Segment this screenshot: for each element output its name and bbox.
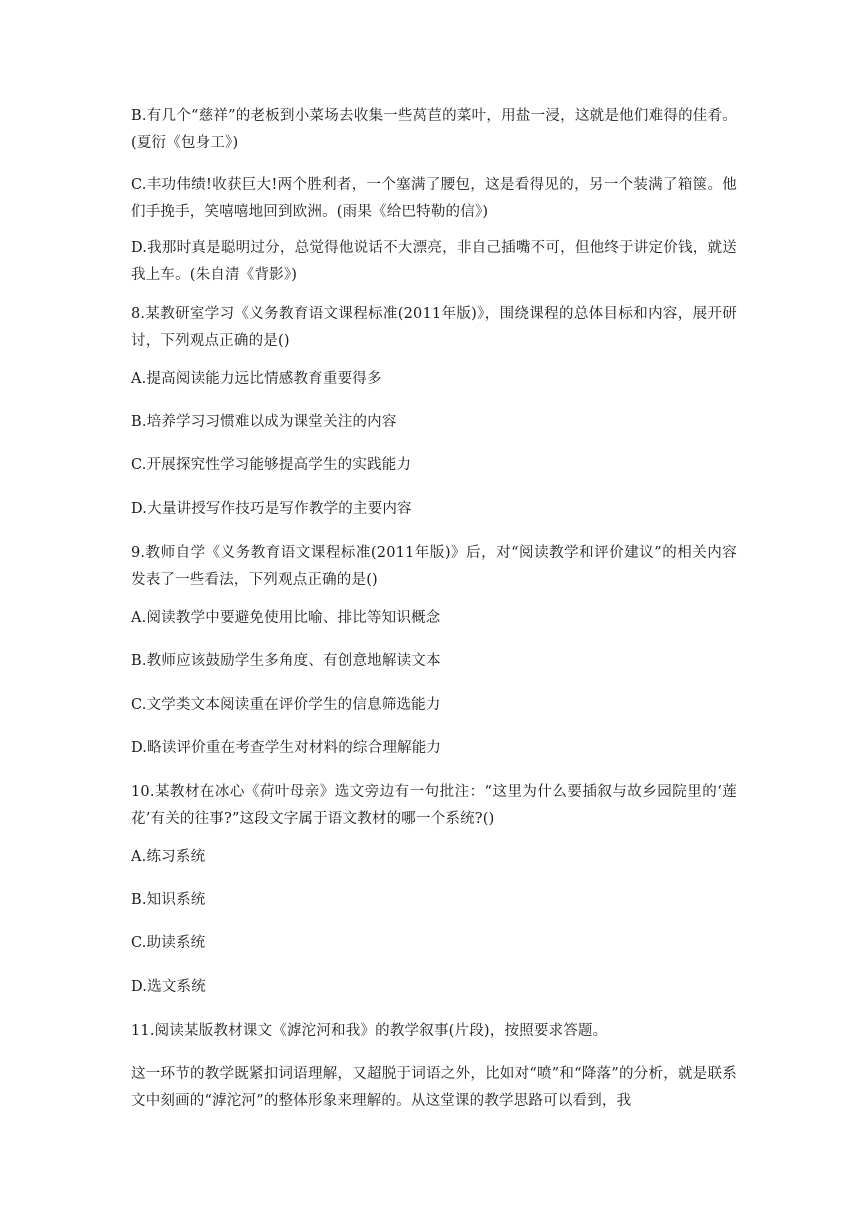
passage-11: 这一环节的教学既紧扣词语理解，又超脱于词语之外，比如对“喷”和“降落”的分析，就是联系文中刻画的“滹沱河”的整体形象来理解的。从这堂课的教学思路可以看到，我 bbox=[131, 1066, 737, 1109]
option-7c: C.丰功伟绩!收获巨大!两个胜利者，一个塞满了腰包，这是看得见的，另一个装满了箱箧。他们手挽手，笑嘻嘻地回到欧洲。(雨果《给巴特勒的信》) bbox=[131, 177, 737, 220]
option-10a: A.练习系统 bbox=[131, 849, 206, 865]
option-9b: B.教师应该鼓励学生多角度、有创意地解读文本 bbox=[131, 653, 441, 669]
option-8d: D.大量讲授写作技巧是写作教学的主要内容 bbox=[131, 501, 412, 517]
option-9d: D.略读评价重在考查学生对材料的综合理解能力 bbox=[131, 740, 442, 756]
option-8c: C.开展探究性学习能够提高学生的实践能力 bbox=[131, 457, 412, 473]
option-8a: A.提高阅读能力远比情感教育重要得多 bbox=[131, 371, 382, 387]
option-8b: B.培养学习习惯难以成为课堂关注的内容 bbox=[131, 414, 397, 430]
option-9a: A.阅读教学中要避免使用比喻、排比等知识概念 bbox=[131, 610, 441, 626]
option-9c: C.文学类文本阅读重在评价学生的信息筛选能力 bbox=[131, 697, 441, 713]
question-10: 10.某教材在冰心《荷叶母亲》选文旁边有一句批注：“这里为什么要插叙与故乡园院里的‘莲花’有关的往事?”这段文字属于语文教材的哪一个系统?() bbox=[131, 784, 737, 827]
option-7d: D.我那时真是聪明过分，总觉得他说话不大漂亮，非自己插嘴不可，但他终于讲定价钱，就送我上车。(朱自清《背影》) bbox=[131, 240, 737, 283]
option-10b: B.知识系统 bbox=[131, 892, 206, 908]
option-7b: B.有几个“慈祥”的老板到小菜场去收集一些莴苣的菜叶，用盐一浸，这就是他们难得的佳肴。(夏衍《包身工》) bbox=[131, 108, 737, 151]
question-11: 11.阅读某版教材课文《滹沱河和我》的教学叙事(片段)，按照要求答题。 bbox=[131, 1023, 608, 1039]
option-10d: D.选文系统 bbox=[131, 979, 206, 995]
option-10c: C.助读系统 bbox=[131, 935, 206, 951]
question-9: 9.教师自学《义务教育语文课程标准(2011年版)》后，对“阅读教学和评价建议”的相关内容发表了一些看法，下列观点正确的是() bbox=[131, 545, 737, 588]
question-8: 8.某教研室学习《义务教育语文课程标准(2011年版)》，围绕课程的总体目标和内容，展开研讨，下列观点正确的是() bbox=[131, 306, 737, 349]
